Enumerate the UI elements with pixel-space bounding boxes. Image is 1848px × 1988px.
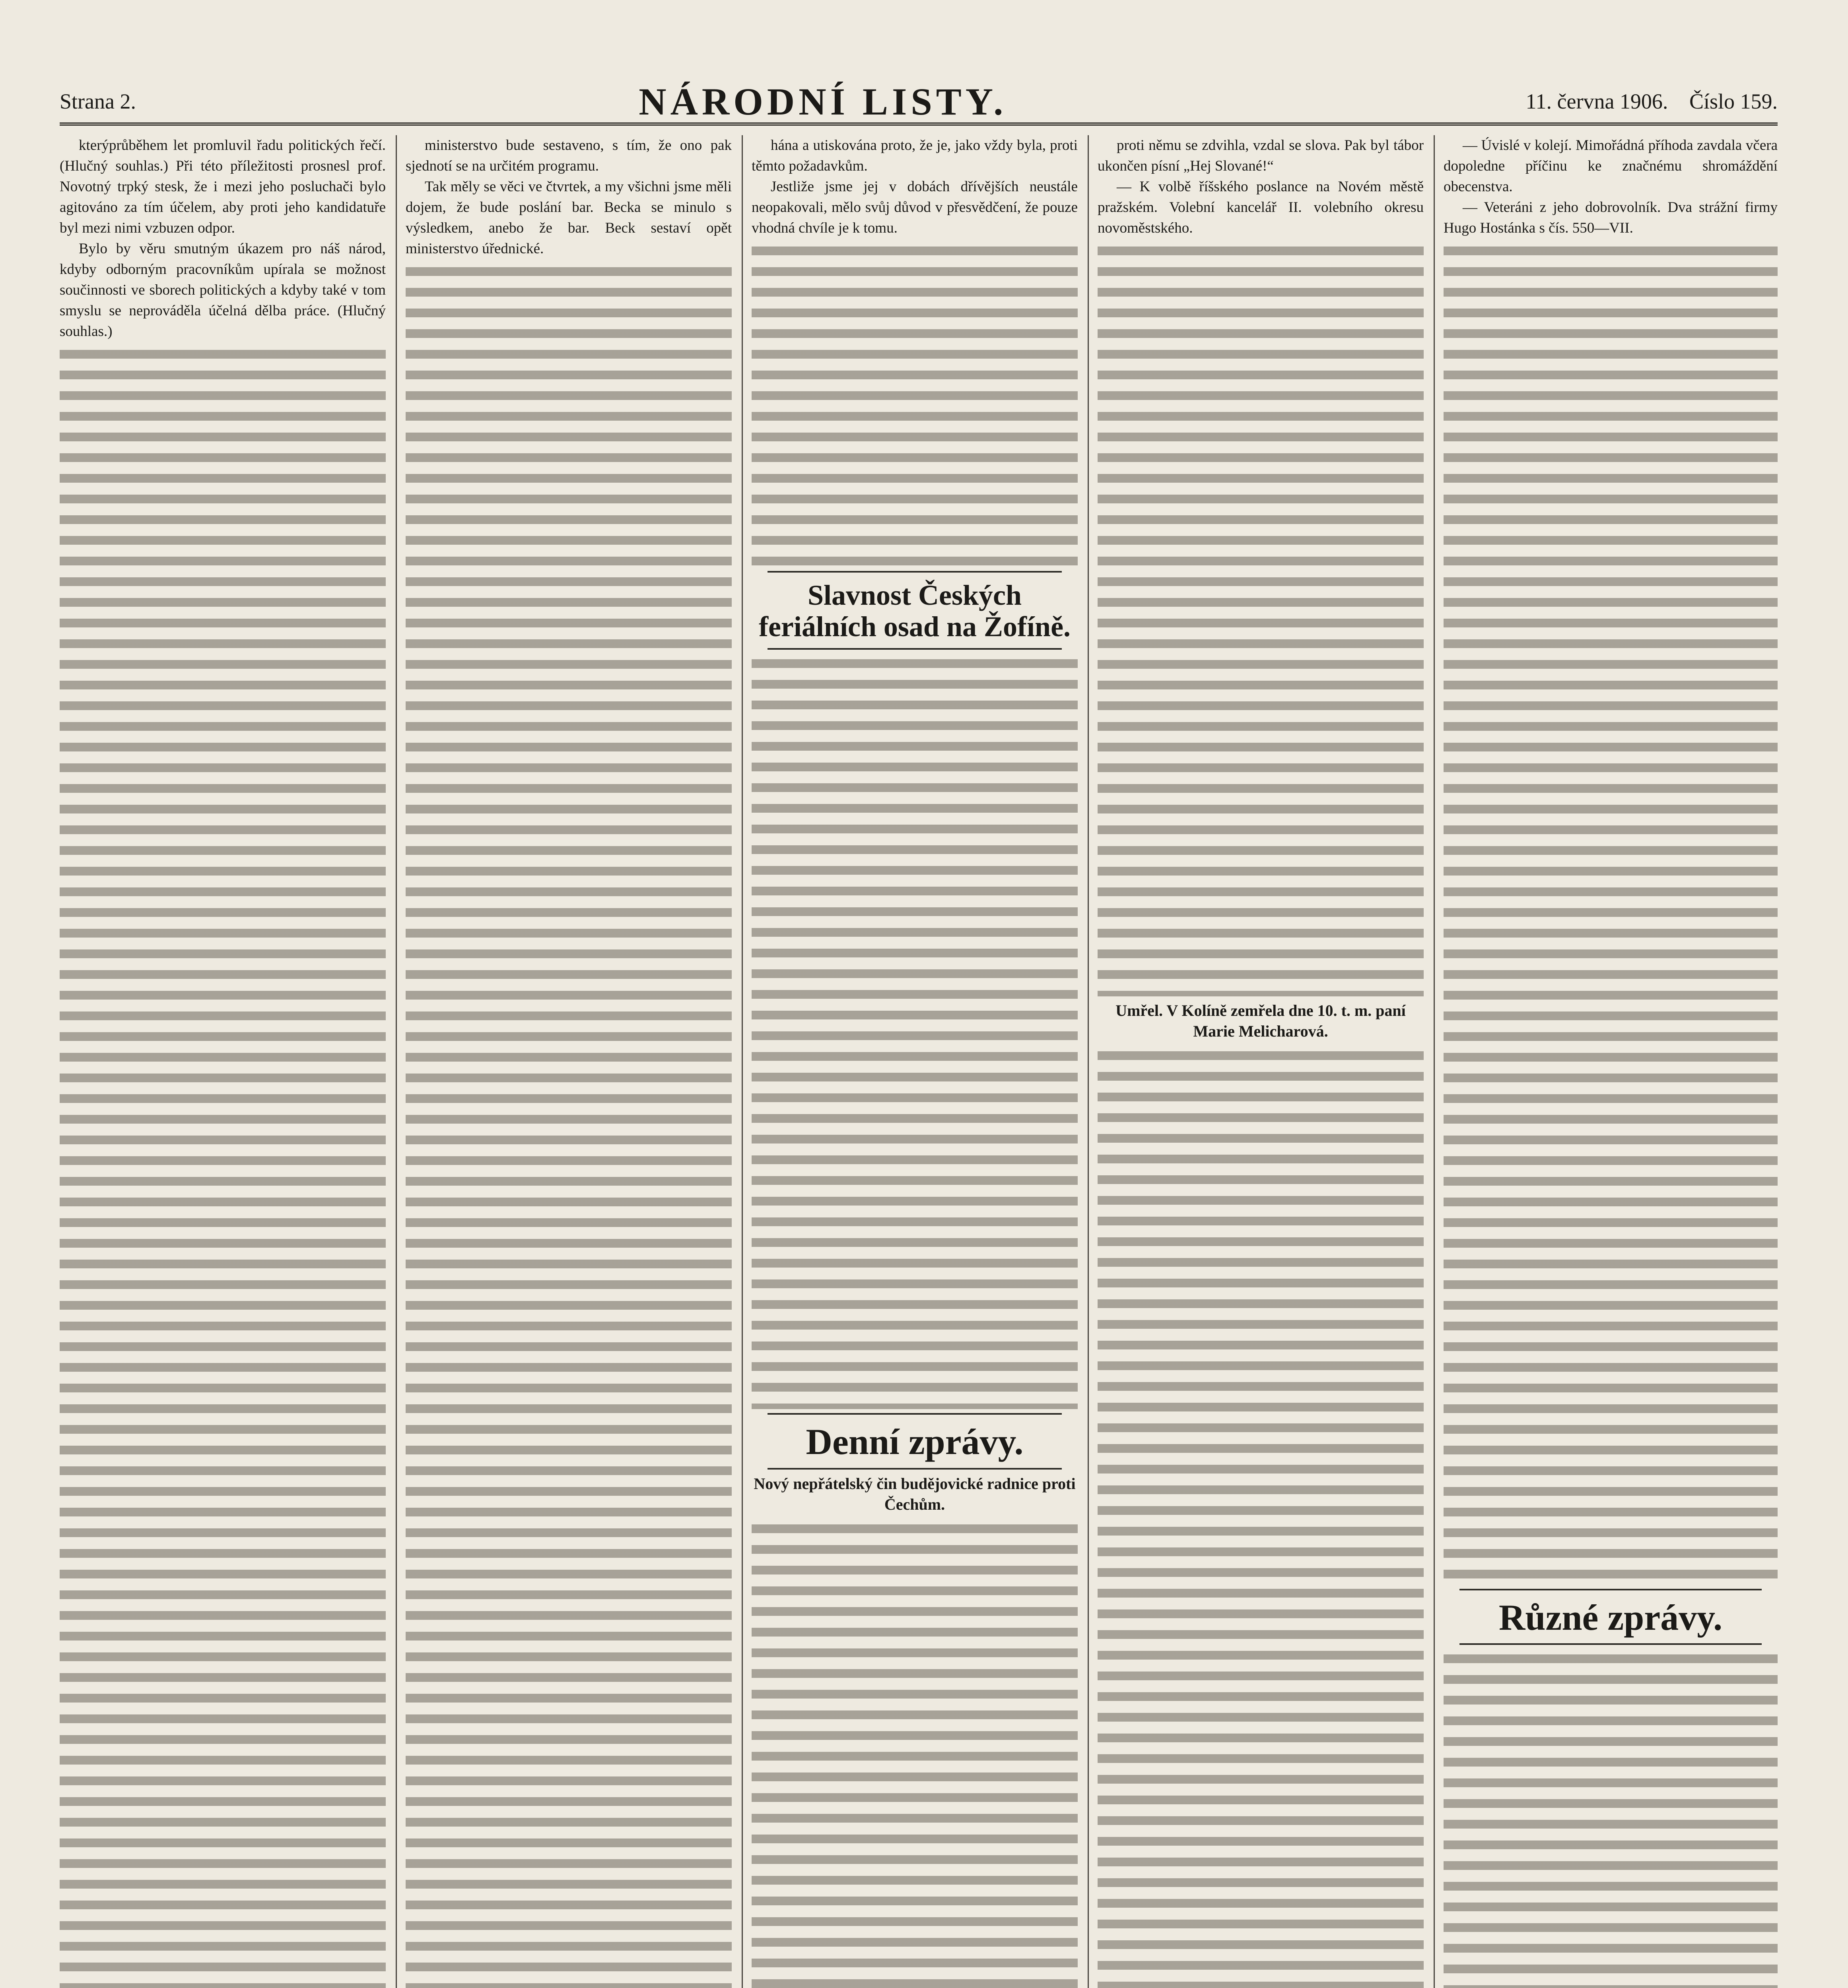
body-text-block — [60, 344, 386, 1988]
paragraph: Bylo by věru smutným úkazem pro náš národ, kdyby odborným pracovníkům upírala se možnost součinnosti ve sborech politických a kdyby také v tom smyslu se neprováděla účelná dělba práce. (Hlučný souhlas.) — [60, 241, 386, 340]
section-heading: Slavnost Českých feriálních osad na Žofíně. — [758, 579, 1071, 643]
section-rule — [768, 571, 1062, 573]
page-number: Strana 2. — [60, 89, 136, 113]
body-text-block — [1444, 1649, 1778, 1988]
issue-number: Číslo 159. — [1689, 89, 1778, 113]
issue-info — [1510, 89, 1778, 114]
column-5 — [1444, 135, 1778, 1988]
header-rule — [60, 122, 1778, 126]
paragraph: Jestliže jsme jej v dobách dřívějších neustále neopakovali, mělo svůj důvod v přesvědčení, že pouze vhodná chvíle je k tomu. — [752, 179, 1078, 236]
section-heading: Denní zprávy. — [806, 1421, 1024, 1462]
newspaper-masthead: NÁRODNÍ LISTY. — [639, 80, 1007, 123]
body-text-block — [752, 654, 1078, 1409]
body-text-block — [752, 1519, 1078, 1988]
section-heading: Různé zprávy. — [1498, 1597, 1723, 1638]
column-4 — [1098, 135, 1424, 1988]
section-rule — [1459, 1589, 1762, 1590]
section-rule — [768, 648, 1062, 650]
body-text-block — [406, 262, 732, 1988]
body-text-block — [1098, 1046, 1424, 1988]
paragraph: Tak měly se věci ve čtvrtek, a my všichni jsme měli dojem, že bude poslání bar. Becka se minulo s výsledkem, anebo že bar. Beck sestaví opět ministerstvo úřednické. — [406, 179, 732, 257]
column-divider — [742, 135, 743, 1988]
paragraph: — Veteráni z jeho dobrovolník. Dva strážní firmy Hugo Hostánka s čís. 550—VII. — [1444, 199, 1778, 236]
column-divider — [1088, 135, 1089, 1988]
page-header — [60, 80, 1778, 123]
column-3 — [752, 135, 1078, 1988]
body-text-block — [752, 241, 1078, 567]
issue-date: 11. června 1906. — [1525, 89, 1668, 113]
body-text-block — [1444, 241, 1778, 1585]
body-text-block — [1098, 241, 1424, 996]
column-1 — [60, 135, 386, 1988]
paragraph: — K volbě říšského poslance na Novém městě pražském. Volební kancelář II. volebního okresu novoměstského. — [1098, 179, 1424, 236]
paragraph: hána a utiskována proto, že je, jako vždy byla, proti těmto požadavkům. — [752, 137, 1078, 174]
news-item-title: Umřel. V Kolíně zemřela dne 10. t. m. paní Marie Melicharová. — [1115, 1002, 1406, 1040]
news-item-title: Nový nepřátelský čin budějovické radnice proti Čechům. — [754, 1474, 1076, 1513]
paragraph: — Úvislé v kolejí. Mimořádná příhoda zavdala včera dopoledne příčinu ke značnému shromáždění obecenstva. — [1444, 137, 1778, 195]
paragraph: ministerstvo bude sestaveno, s tím, že ono pak sjednotí se na určitém programu. — [406, 137, 732, 174]
column-divider — [396, 135, 397, 1988]
column-divider — [1434, 135, 1435, 1988]
section-rule — [768, 1468, 1062, 1470]
column-2 — [406, 135, 732, 1988]
paragraph: proti němu se zdvihla, vzdal se slova. Pak byl tábor ukončen písní „Hej Slované!“ — [1098, 137, 1424, 174]
paragraph: kterýprůběhem let promluvil řadu politických řečí. (Hlučný souhlas.) Při této příležitosti prosnesl prof. Novotný trpký stesk, že i mezi jeho posluchači bylo agitováno za tím účelem, aby proti jeho kandidatuře byl mezi nimi vzbuzen odpor. — [60, 137, 386, 236]
section-rule — [1459, 1643, 1762, 1645]
section-rule — [768, 1413, 1062, 1415]
